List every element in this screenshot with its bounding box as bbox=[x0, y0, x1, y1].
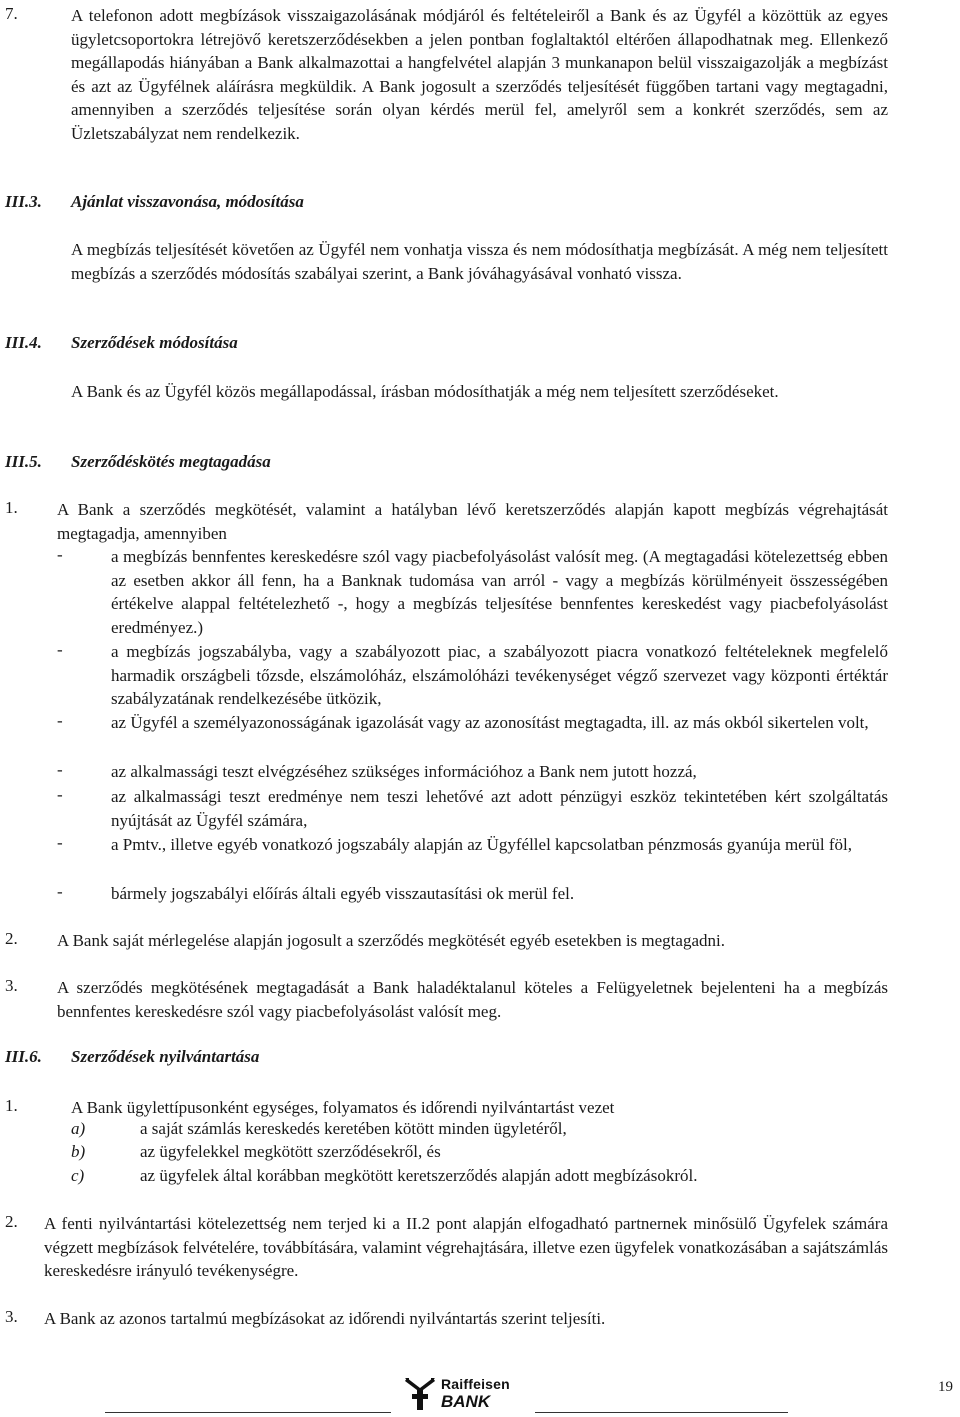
section-3-4-text: A Bank és az Ügyfél közös megállapodással, írásban módosíthatják a még nem teljesített szerződéseket. bbox=[71, 382, 779, 401]
section-3-3-title: Ajánlat visszavonása, módosítása bbox=[71, 192, 304, 211]
list-item: az Ügyfél a személyazonosságának igazolását vagy az azonosítást megtagadta, ill. az más okból sikertelen volt, bbox=[111, 713, 869, 732]
list-item: a Pmtv., illetve egyéb vonatkozó jogszabály alapján az Ügyféllel kapcsolatban pénzmosás gyanúja merül föl, bbox=[111, 835, 852, 854]
section-3-6-item-2-number: 2. bbox=[5, 1212, 18, 1231]
section-3-5-item-2-text: A Bank saját mérlegelése alapján jogosult a szerződés megkötését egyéb esetekben is megtagadni. bbox=[57, 931, 725, 950]
footer-rule-right bbox=[535, 1412, 788, 1413]
section-3-6-title: Szerződések nyilvántartása bbox=[71, 1047, 260, 1066]
list-item: az alkalmassági teszt elvégzéséhez szükséges információhoz a Bank nem jutott hozzá, bbox=[111, 762, 697, 781]
section-3-3-number: III.3. bbox=[5, 192, 42, 211]
list-letter: c) bbox=[71, 1166, 85, 1185]
section-3-6-item-1-number: 1. bbox=[5, 1096, 18, 1115]
raiffeisen-logo bbox=[404, 1376, 524, 1414]
section-3-5-title: Szerződéskötés megtagadása bbox=[71, 452, 271, 471]
section-3-6-number: III.6. bbox=[5, 1047, 42, 1066]
section-7-number: 7. bbox=[5, 4, 18, 23]
section-3-5-item-1-body: A Bank a szerződés megkötését, valamint a hatályban lévő keretszerződés alapján kapott megbízás végrehajtását megtagadja, amennyiben bbox=[57, 500, 888, 543]
section-3-5-item-1-number: 1. bbox=[5, 498, 18, 517]
section-3-5-item-3-number: 3. bbox=[5, 976, 18, 995]
list-item: a saját számlás kereskedés keretében kötött minden ügyletéről, bbox=[140, 1119, 567, 1138]
list-item: bármely jogszabályi előírás általi egyéb visszautasítási ok merül fel. bbox=[111, 884, 575, 903]
list-dash: - bbox=[57, 882, 63, 901]
list-dash: - bbox=[57, 545, 63, 564]
section-3-5-number: III.5. bbox=[5, 452, 42, 471]
section-3-5-item-1-text bbox=[57, 498, 888, 545]
section-3-5-item-3-text: A szerződés megkötésének megtagadását a Bank haladéktalanul köteles a Felügyeletnek bejelenteni ha a megbízás bennfentes kereskedésre szól vagy piacbefolyásolást valósít meg. bbox=[57, 978, 888, 1021]
section-3-4-title: Szerződések módosítása bbox=[71, 333, 238, 352]
list-dash: - bbox=[57, 785, 63, 804]
gable-cross-icon bbox=[404, 1376, 436, 1413]
list-dash: - bbox=[57, 640, 63, 659]
list-dash: - bbox=[57, 760, 63, 779]
list-letter: b) bbox=[71, 1142, 86, 1161]
list-item: az ügyfelekkel megkötött szerződésekről, és bbox=[140, 1142, 441, 1161]
logo-text-line-2: BANK bbox=[441, 1392, 491, 1411]
section-3-6-item-2-text: A fenti nyilvántartási kötelezettség nem terjed ki a II.2 pont alapján elfogadható partnernek minősülő Ügyfelek számára végzett megbízások felvételére, továbbítására, valamint végrehajtására, illetve ezen ügyfelek vonatkozásában a sajátszámlás kereskedésre irányuló tevékenységre. bbox=[44, 1214, 888, 1280]
list-item: az alkalmassági teszt eredménye nem teszi lehetővé azt adott pénzügyi eszköz tekintetében kért szolgáltatás nyújtását az Ügyfél számára, bbox=[111, 787, 888, 830]
list-letter: a) bbox=[71, 1119, 86, 1138]
list-item: az ügyfelek által korábban megkötött keretszerződés alapján adott megbízásokról. bbox=[140, 1166, 698, 1185]
page-number: 19 bbox=[938, 1379, 953, 1395]
section-7-text: A telefonon adott megbízások visszaigazolásának módjáról és feltételeiről a Bank és az Ügyfél a közöttük az egyes ügyletcsoportokra létrejövő keretszerződésekben a jelen pontban foglaltaktól eltérően állapodhatnak meg. Ellenkező megállapodás hiányában a Bank alkalmazottai a hangfelvétel alapján 3 munkanapon belül visszaigazolják a megbízást és azt az Ügyfélnek aláírásra megküldik. A Bank jogosult a szerződés teljesítését függőben tartani vagy megtagadni, amennyiben a szerződés teljesítése során olyan kérdés merül fel, amelyről sem a konkrét szerződés, sem az Üzletszabályzat nem rendelkezik. bbox=[71, 6, 888, 143]
list-dash: - bbox=[57, 833, 63, 852]
list-dash: - bbox=[57, 711, 63, 730]
section-3-3-text: A megbízás teljesítését követően az Ügyfél nem vonhatja vissza és nem módosíthatja megbízását. A még nem teljesített megbízás a szerződés módosítás szabályai szerint, a Bank jóváhagyásával vonható vissza. bbox=[71, 240, 888, 283]
section-3-4-number: III.4. bbox=[5, 333, 42, 352]
list-item: a megbízás jogszabályba, vagy a szabályozott piac, a szabályozott piacra vonatkozó feltételeknek megfelelő harmadik országbeli tőzsde, elszámolóház, elszámolóházi tevékenységet végző szervezet vagy központi értéktár szabályzatának rendelkezésébe ütközik, bbox=[111, 642, 888, 708]
section-3-5-item-2-number: 2. bbox=[5, 929, 18, 948]
section-3-6-item-3-text: A Bank az azonos tartalmú megbízásokat az időrendi nyilvántartás szerint teljesíti. bbox=[44, 1309, 606, 1328]
section-3-6-item-1-text: A Bank ügylettípusonként egységes, folyamatos és időrendi nyilvántartást vezet bbox=[71, 1098, 615, 1117]
logo-text-line-1: Raiffeisen bbox=[441, 1376, 510, 1392]
footer-rule-left bbox=[105, 1412, 391, 1413]
section-3-6-item-3-number: 3. bbox=[5, 1307, 18, 1326]
list-item: a megbízás bennfentes kereskedésre szól vagy piacbefolyásolást valósít meg. (A megtagadási kötelezettség ebben az esetben akkor áll fenn, ha a Banknak tudomása van arról - vagy a megbízás körülményeit összességében értékelve alappal feltételezhető -, hogy a megbízás teljesítése bennfentes kereskedést vagy piacbefolyásolást eredményez.) bbox=[111, 547, 888, 637]
